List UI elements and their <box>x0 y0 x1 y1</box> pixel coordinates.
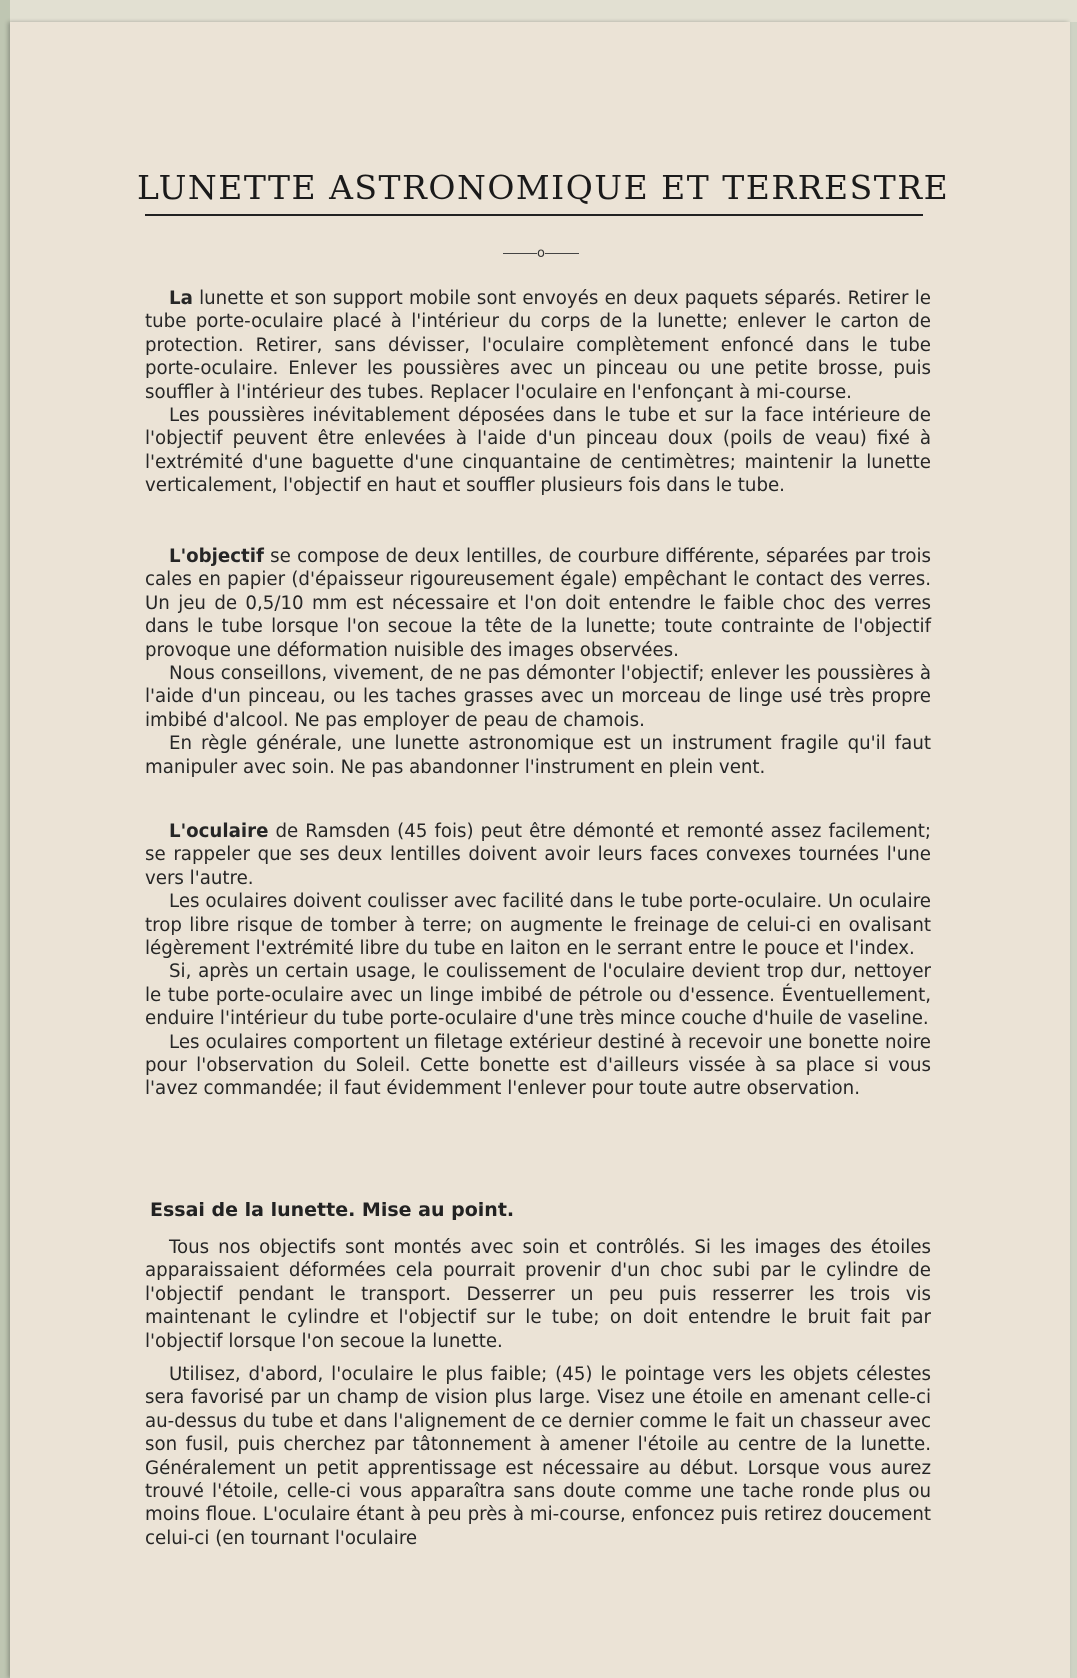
paragraph <box>145 820 931 890</box>
ornament-circle: o <box>537 246 545 261</box>
section-objectif <box>145 545 931 779</box>
paragraph: Les oculaires doivent coulisser avec facilité dans le tube porte-oculaire. Un oculaire trop libre risque de tomber à terre; on augmente le freinage de celui-ci en ovalisant légèrement l'extrémité libre du tube en laiton en le serrant entre le pouce et l'index. <box>145 891 931 960</box>
paragraph-text: se compose de deux lentilles, de courbure différente, séparées par trois cales en papier (d'épaisseur rigoureusement égale) empêchant le contact des verres. Un jeu de 0,5/10 mm est nécessaire et l'on doit entendre le faible choc des verres dans le tube lorsque l'on secoue la tête de la lunette; toute contrainte de l'objectif provoque une déformation nuisible des images observées. <box>145 546 931 661</box>
binding-edge <box>0 0 10 1678</box>
ornament-left-line <box>503 253 537 254</box>
paragraph <box>145 545 931 662</box>
paragraph-text: lunette et son support mobile sont envoyés en deux paquets séparés. Retirer le tube porte-oculaire placé à l'intérieur du corps de la lunette; enlever le carton de protection. Retirer, sans dévisser, l'oculaire complètement enfoncé dans le tube porte-oculaire. Enlever les poussières avec un pinceau ou une petite brosse, puis souffler à l'intérieur des tubes. Replacer l'oculaire en l'enfonçant à mi-course. <box>145 288 931 403</box>
paragraph: Les oculaires comportent un filetage extérieur destiné à recevoir une bonette noire pour l'observation du Soleil. Cette bonette est d'ailleurs vissée à sa place si vous l'avez commandée; il faut évidemment l'enlever pour toute autre observation. <box>145 1031 931 1100</box>
ornament-divider <box>496 246 586 261</box>
section-essai <box>145 1236 931 1550</box>
section-heading: Essai de la lunette. Mise au point. <box>150 1199 515 1221</box>
paragraph: Tous nos objectifs sont montés avec soin et contrôlés. Si les images des étoiles apparaissaient déformées cela pourrait provenir d'un choc subi par le cylindre de l'objectif pendant le transport. Desserrer un peu puis resserrer les trois vis maintenant le cylindre et l'objectif sur le tube; on doit entendre le bruit fait par l'objectif lorsque l'on secoue la lunette. <box>145 1237 931 1352</box>
paragraph-text: de Ramsden (45 fois) peut être démonté et remonté assez facilement; se rappeler que ses deux lentilles doivent avoir leurs faces convexes tournées l'une vers l'autre. <box>145 821 931 889</box>
page-title: LUNETTE ASTRONOMIQUE ET TERRESTRE <box>137 168 950 207</box>
paragraph: Si, après un certain usage, le coulissement de l'oculaire devient trop dur, nettoyer le tube porte-oculaire avec un linge imbibé de pétrole ou d'essence. Éventuellement, enduire l'intérieur du tube porte-oculaire d'une très mince couche d'huile de vaseline. <box>145 961 931 1030</box>
section-oculaire <box>145 820 931 1101</box>
paragraph: Les poussières inévitablement déposées dans le tube et sur la face intérieure de l'objectif peuvent être enlevées à l'aide d'un pinceau doux (poils de veau) fixé à l'extrémité d'une baguette d'une cinquantaine de centimètres; maintenir la lunette verticalement, l'objectif en haut et souffler plusieurs fois dans le tube. <box>145 405 931 497</box>
lead-word: L'oculaire <box>169 821 269 842</box>
paragraph: Utilisez, d'abord, l'oculaire le plus faible; (45) le pointage vers les objets célestes sera favorisé par un champ de vision plus large. Visez une étoile en amenant celle-ci au-dessus du tube et dans l'alignement de ce dernier comme le fait un chasseur avec son fusil, puis cherchez par tâtonnement à amener l'étoile au centre de la lunette. Généralement un petit apprentissage est nécessaire au début. Lorsque vous aurez trouvé l'étoile, celle-ci vous apparaîtra sans doute comme une tache ronde plus ou moins floue. L'oculaire étant à peu près à mi-course, enfoncez puis retirez doucement celui-ci (en tournant l'oculaire <box>145 1364 931 1549</box>
lead-word: La <box>169 288 193 309</box>
lead-word: L'objectif <box>169 546 264 567</box>
ornament-right-line <box>545 253 579 254</box>
title-underline <box>145 214 923 216</box>
paragraph: Nous conseillons, vivement, de ne pas démonter l'objectif; enlever les poussières à l'aide d'un pinceau, ou les taches grasses avec un morceau de linge usé très propre imbibé d'alcool. Ne pas employer de peau de chamois. <box>145 663 931 731</box>
section-intro <box>145 287 931 498</box>
paragraph: En règle générale, une lunette astronomique est un instrument fragile qu'il faut manipuler avec soin. Ne pas abandonner l'instrument en plein vent. <box>145 733 931 778</box>
paragraph <box>145 287 931 404</box>
page-background-edge <box>0 0 1077 22</box>
